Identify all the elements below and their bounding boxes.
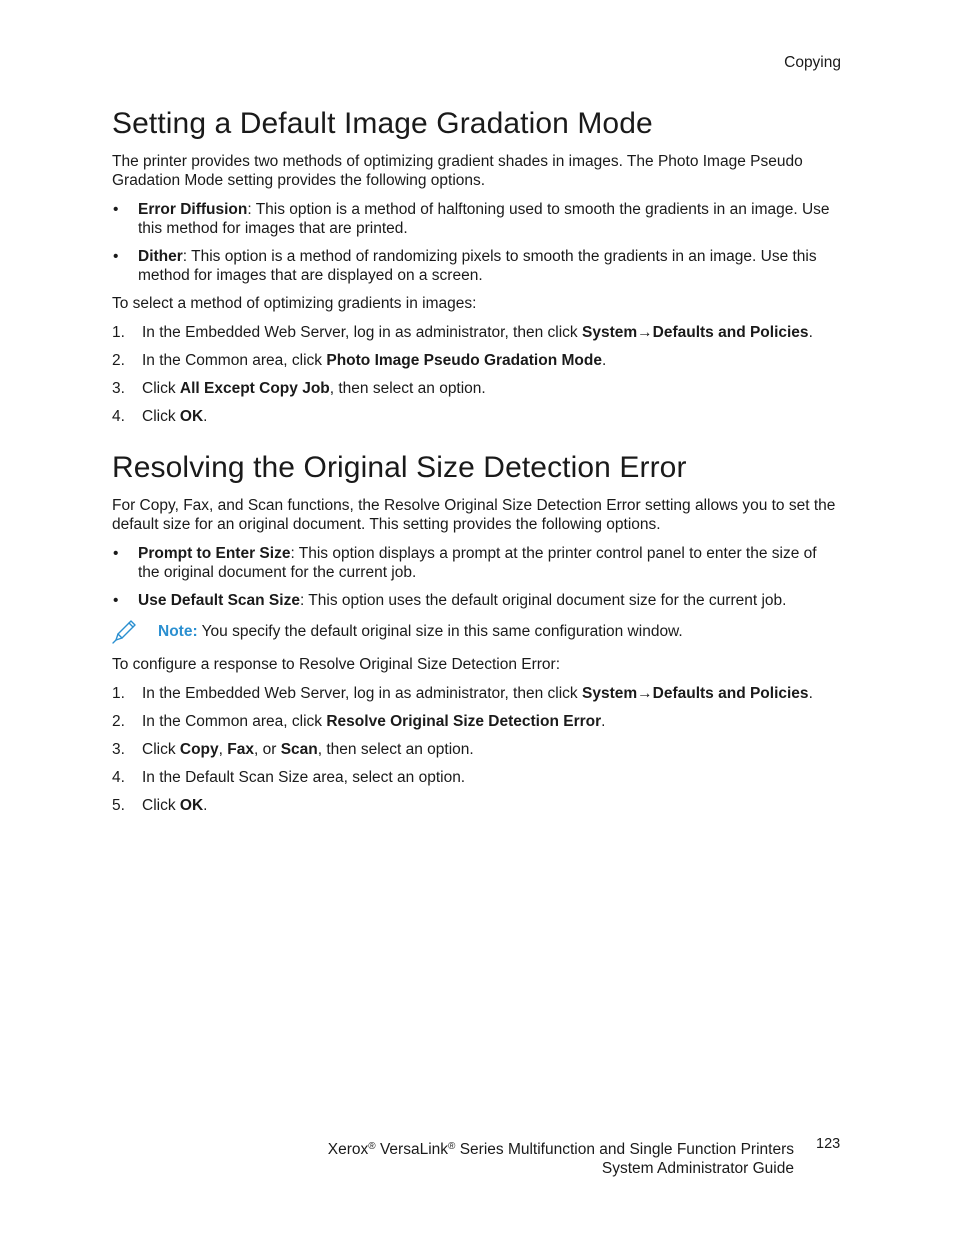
- step-number: 4.: [112, 769, 125, 786]
- step-text: , or: [253, 741, 281, 758]
- step-text: In the Common area, click: [142, 352, 327, 369]
- registered-mark: ®: [448, 1141, 456, 1152]
- procedure-steps: [112, 684, 842, 815]
- step-text: .: [601, 352, 607, 369]
- section-title-gradation: Setting a Default Image Gradation Mode: [112, 107, 653, 140]
- procedure-lead: To configure a response to Resolve Original Size Detection Error:: [112, 656, 560, 673]
- step-number: 1.: [112, 324, 125, 341]
- step-number: 4.: [112, 408, 125, 425]
- note-callout: [112, 622, 842, 641]
- step-item: [112, 740, 842, 759]
- step-bold: Scan: [280, 741, 318, 758]
- step-item: [112, 379, 842, 398]
- step-number: 3.: [112, 741, 125, 758]
- page-number: 123: [816, 1136, 841, 1152]
- step-bold: Resolve Original Size Detection Error: [326, 713, 602, 730]
- footer-brand: Xerox: [327, 1141, 369, 1158]
- procedure-lead: To select a method of optimizing gradients in images:: [112, 295, 477, 312]
- arrow-glyph: →: [637, 324, 653, 341]
- option-text: : This option is a method of halftoning used to smooth the gradients in an image. Use this method for images that are printed.: [138, 201, 830, 237]
- list-item: [112, 247, 842, 285]
- step-text: .: [203, 797, 208, 814]
- procedure-steps: [112, 323, 842, 426]
- step-item: [112, 796, 842, 815]
- note-text: You specify the default original size in this same configuration window.: [197, 623, 683, 640]
- section-intro: For Copy, Fax, and Scan functions, the Resolve Original Size Detection Error setting allows you to set the default size for an original document. This setting provides the following options.: [112, 497, 836, 533]
- page-content: [112, 104, 842, 824]
- footer-product: VersaLink: [375, 1141, 449, 1158]
- option-list: [112, 200, 842, 285]
- step-text: In the Embedded Web Server, log in as administrator, then click: [142, 685, 582, 702]
- step-item: [112, 712, 842, 731]
- step-text: Click: [142, 380, 180, 397]
- option-text: : This option displays a prompt at the printer control panel to enter the size of the original document for the current job.: [138, 545, 817, 581]
- step-number: 5.: [112, 797, 125, 814]
- option-text: : This option uses the default original document size for the current job.: [299, 592, 787, 609]
- step-text: In the Default Scan Size area, select an option.: [142, 769, 466, 786]
- step-text: .: [601, 713, 606, 730]
- step-text: , then select an option.: [329, 380, 486, 397]
- step-item: [112, 768, 842, 787]
- running-header: Copying: [784, 54, 841, 71]
- footer-text: Series Multifunction and Single Function Printers: [455, 1141, 794, 1158]
- step-text: Click: [142, 741, 180, 758]
- step-number: 1.: [112, 685, 125, 702]
- step-bold: All Except Copy Job: [179, 380, 330, 397]
- step-bold: System: [581, 685, 638, 702]
- step-bold: OK: [179, 408, 204, 425]
- step-bold: Defaults and Policies: [652, 324, 809, 341]
- list-item: [112, 591, 842, 610]
- step-item: [112, 323, 842, 342]
- step-text: .: [203, 408, 208, 425]
- registered-mark: ®: [368, 1141, 376, 1152]
- step-number: 3.: [112, 380, 125, 397]
- arrow-glyph: →: [637, 685, 653, 702]
- footer-line-1: [328, 1137, 794, 1159]
- step-bold: System: [581, 324, 638, 341]
- step-text: Click: [142, 797, 180, 814]
- step-bold: Copy: [179, 741, 219, 758]
- step-bold: Photo Image Pseudo Gradation Mode: [326, 352, 602, 369]
- section-size-detection: [112, 448, 842, 815]
- option-text: : This option is a method of randomizing pixels to smooth the gradients in an image. Use this method for images that are displayed on a screen.: [138, 248, 817, 284]
- step-text: .: [808, 685, 813, 702]
- step-bold: Fax: [227, 741, 254, 758]
- step-number: 2.: [112, 713, 125, 730]
- step-text: In the Common area, click: [142, 713, 327, 730]
- step-text: , then select an option.: [317, 741, 474, 758]
- option-list: [112, 544, 842, 610]
- footer-line-2: System Administrator Guide: [601, 1160, 794, 1177]
- option-term: Error Diffusion: [138, 201, 248, 218]
- list-item: [112, 544, 842, 582]
- option-term: Prompt to Enter Size: [138, 545, 291, 562]
- step-item: [112, 407, 842, 426]
- section-intro: The printer provides two methods of optimizing gradient shades in images. The Photo Image Pseudo Gradation Mode setting provides the following options.: [112, 153, 803, 189]
- step-text: Click: [142, 408, 180, 425]
- step-text: In the Embedded Web Server, log in as administrator, then click: [142, 324, 582, 341]
- step-item: [112, 351, 842, 370]
- step-bold: OK: [179, 797, 204, 814]
- step-number: 2.: [112, 352, 125, 369]
- list-item: [112, 200, 842, 238]
- step-text: .: [808, 324, 813, 341]
- option-term: Use Default Scan Size: [138, 592, 300, 609]
- pencil-icon: [112, 618, 138, 644]
- option-term: Dither: [138, 248, 183, 265]
- page-footer: [328, 1137, 794, 1178]
- step-bold: Defaults and Policies: [652, 685, 809, 702]
- note-label: Note:: [158, 623, 198, 640]
- step-text: ,: [218, 741, 228, 758]
- section-title-size-detection: Resolving the Original Size Detection Error: [112, 451, 687, 484]
- step-item: [112, 684, 842, 703]
